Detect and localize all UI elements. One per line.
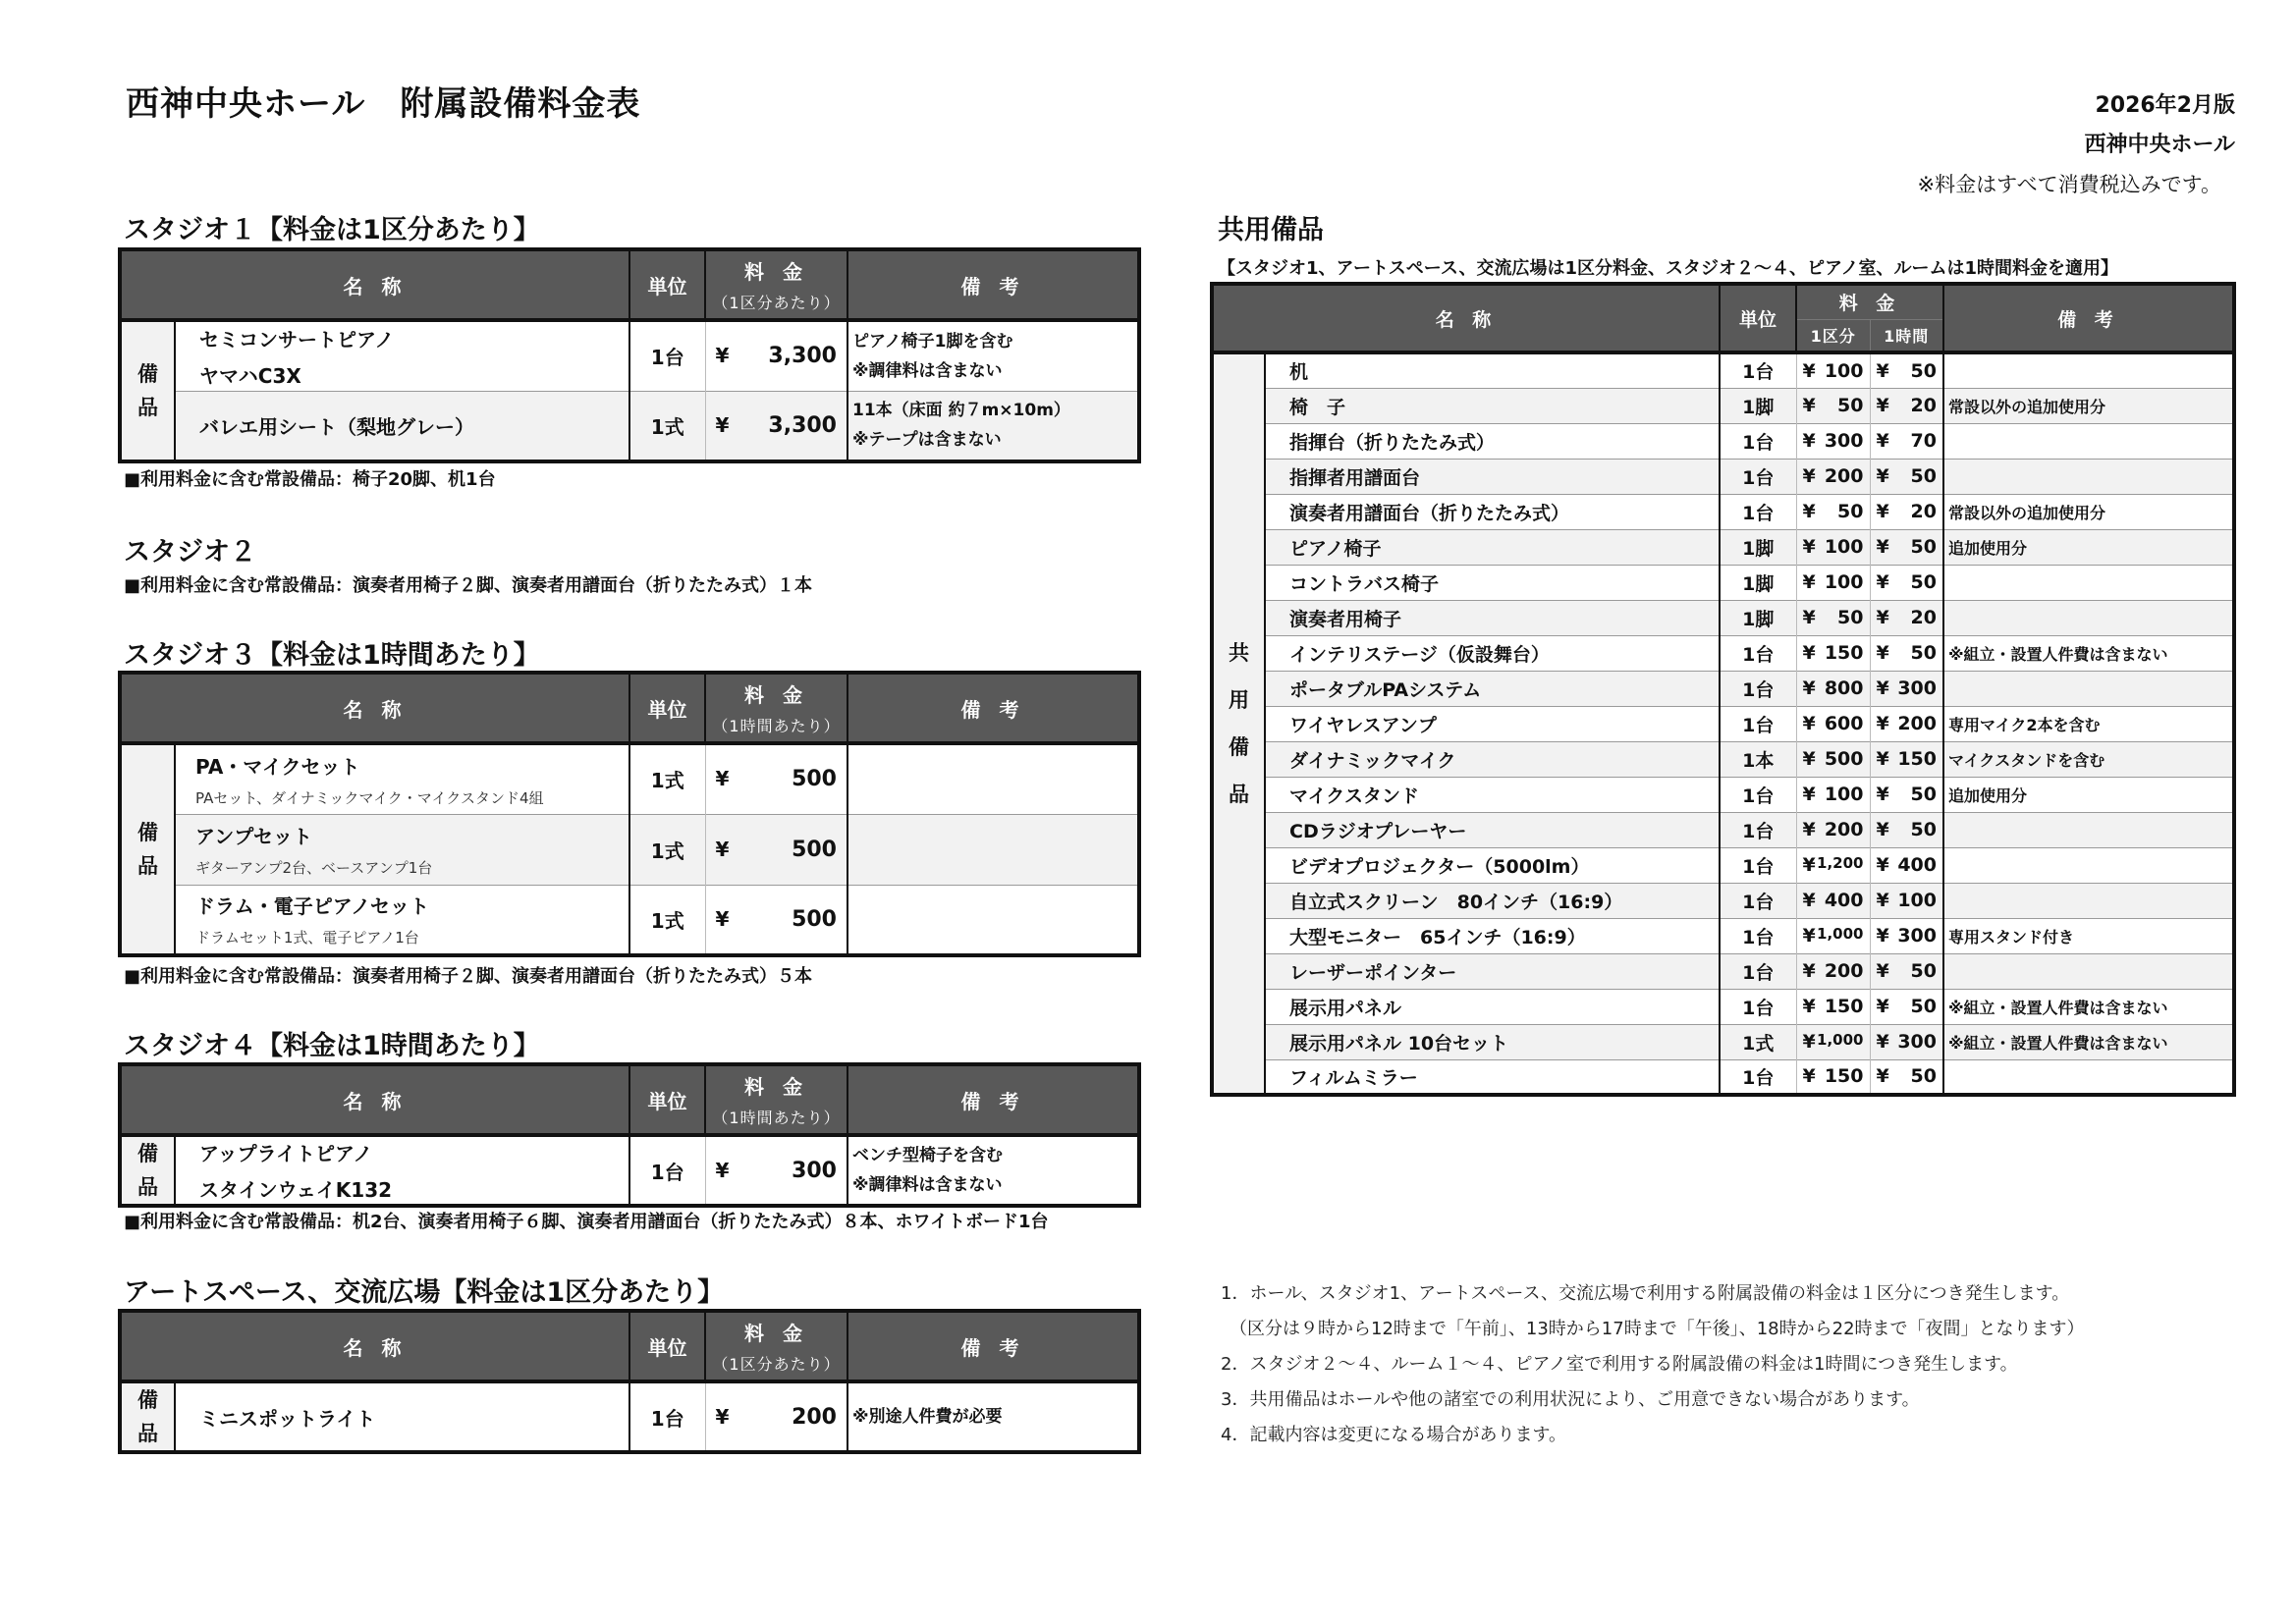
item-price-hour: ¥ 50: [1870, 565, 1943, 600]
table-row: [1212, 423, 2234, 459]
table-row: [120, 391, 1139, 461]
item-name: CDラジオプレーヤー: [1265, 812, 1720, 847]
organization-name: 西神中央ホール: [2084, 133, 2235, 157]
item-unit: 1脚: [1720, 388, 1796, 423]
col-header-session: 1区分: [1796, 319, 1870, 352]
item-remark: [847, 814, 1139, 885]
item-price-hour: ¥ 50: [1870, 459, 1943, 494]
item-remark: [1943, 883, 2234, 918]
item-remark: ※組立・設置人件費は含まない: [1943, 989, 2234, 1024]
item-remark: 11本（床面 約７m×10m） ※テープは含まない: [847, 391, 1139, 461]
studio1-table: [118, 247, 1141, 463]
col-header-fee: 料 金 （1時間あたり）: [705, 1064, 847, 1135]
item-price-hour: ¥ 50: [1870, 635, 1943, 671]
tax-note: ※料金はすべて消費税込みです。: [1917, 173, 2221, 196]
studio1-included-note: ■利用料金に含む常設備品：椅子20脚、机1台: [124, 469, 496, 490]
item-price-session: ¥ 500: [1796, 741, 1870, 777]
table-row: [1212, 953, 2234, 989]
item-remark: [1943, 671, 2234, 706]
item-price-session: ¥ 150: [1796, 1059, 1870, 1095]
item-price-session: ¥ 1,000: [1796, 1024, 1870, 1059]
item-remark: [1943, 423, 2234, 459]
col-header-fee: 料 金: [1796, 284, 1943, 319]
item-price-session: ¥ 100: [1796, 529, 1870, 565]
studio4-table: [118, 1062, 1141, 1208]
item-name: アップライトピアノ スタインウェイK132: [175, 1135, 629, 1206]
item-remark: [847, 885, 1139, 955]
item-remark: [1943, 812, 2234, 847]
item-remark: [1943, 600, 2234, 635]
col-header-remarks: 備 考: [847, 249, 1139, 320]
item-unit: 1台: [1720, 812, 1796, 847]
col-header-unit: 単位: [629, 1311, 705, 1381]
table-row: [1212, 459, 2234, 494]
item-remark: [1943, 847, 2234, 883]
table-row: [1212, 918, 2234, 953]
item-price: ¥ 300: [705, 1135, 847, 1206]
category-label: 備 品: [120, 1135, 175, 1206]
item-name: 展示用パネル 10台セット: [1265, 1024, 1720, 1059]
item-unit: 1台: [1720, 918, 1796, 953]
item-remark: [1943, 352, 2234, 388]
table-row: [1212, 1059, 2234, 1095]
item-name: セミコンサートピアノ ヤマハC3X: [175, 320, 629, 391]
col-header-hour: 1時間: [1870, 319, 1943, 352]
item-price-hour: ¥ 300: [1870, 671, 1943, 706]
item-price: ¥ 500: [705, 743, 847, 814]
col-header-remarks: 備 考: [847, 1064, 1139, 1135]
footnotes: [1221, 1276, 2085, 1453]
shared-equipment-table: [1210, 282, 2236, 1097]
item-price-hour: ¥ 20: [1870, 494, 1943, 529]
item-remark: ※別途人件費が必要: [847, 1381, 1139, 1452]
shared-heading: 共用備品: [1218, 215, 1324, 245]
item-price-session: ¥ 800: [1796, 671, 1870, 706]
item-remark: 専用マイク2本を含む: [1943, 706, 2234, 741]
col-header-unit: 単位: [629, 1064, 705, 1135]
item-remark: ※組立・設置人件費は含まない: [1943, 1024, 2234, 1059]
item-price-hour: ¥ 50: [1870, 989, 1943, 1024]
col-header-name: 名 称: [120, 1064, 629, 1135]
col-header-remarks: 備 考: [1943, 284, 2234, 352]
item-unit: 1脚: [1720, 600, 1796, 635]
item-unit: 1式: [629, 391, 705, 461]
item-unit: 1台: [1720, 494, 1796, 529]
item-price-hour: ¥ 20: [1870, 600, 1943, 635]
item-name: PA・マイクセット PAセット、ダイナミックマイク・マイクスタンド4組: [175, 743, 629, 814]
item-name: 演奏者用譜面台（折りたたみ式）: [1265, 494, 1720, 529]
item-unit: 1式: [629, 885, 705, 955]
item-price-session: ¥ 150: [1796, 989, 1870, 1024]
item-remark: 追加使用分: [1943, 529, 2234, 565]
item-name: 指揮台（折りたたみ式）: [1265, 423, 1720, 459]
studio3-heading: スタジオ３【料金は1時間あたり】: [124, 640, 540, 671]
item-price-hour: ¥ 50: [1870, 352, 1943, 388]
item-price-hour: ¥ 400: [1870, 847, 1943, 883]
item-name: ワイヤレスアンプ: [1265, 706, 1720, 741]
edition-label: 2026年2月版: [2095, 93, 2235, 118]
item-name: 指揮者用譜面台: [1265, 459, 1720, 494]
item-name: アンプセット ギターアンプ2台、ベースアンプ1台: [175, 814, 629, 885]
item-unit: 1台: [1720, 953, 1796, 989]
page-title: 西神中央ホール 附属設備料金表: [126, 84, 641, 124]
item-remark: [1943, 459, 2234, 494]
studio3-table: [118, 671, 1141, 957]
item-price-session: ¥ 1,200: [1796, 847, 1870, 883]
item-name: 展示用パネル: [1265, 989, 1720, 1024]
item-name: ビデオプロジェクター（5000lm）: [1265, 847, 1720, 883]
studio3-included-note: ■利用料金に含む常設備品：演奏者用椅子２脚、演奏者用譜面台（折りたたみ式）５本: [124, 966, 813, 987]
item-price-session: ¥ 50: [1796, 388, 1870, 423]
col-header-name: 名 称: [1212, 284, 1720, 352]
item-remark: [1943, 1059, 2234, 1095]
item-name: ピアノ椅子: [1265, 529, 1720, 565]
item-price-hour: ¥ 300: [1870, 918, 1943, 953]
item-price-session: ¥ 50: [1796, 494, 1870, 529]
item-price-hour: ¥ 50: [1870, 529, 1943, 565]
item-unit: 1台: [1720, 706, 1796, 741]
item-price-session: ¥ 600: [1796, 706, 1870, 741]
item-unit: 1台: [1720, 671, 1796, 706]
item-price: ¥ 500: [705, 885, 847, 955]
item-unit: 1台: [1720, 883, 1796, 918]
item-remark: [847, 743, 1139, 814]
item-unit: 1台: [1720, 847, 1796, 883]
table-row: [1212, 1024, 2234, 1059]
item-price-hour: ¥ 50: [1870, 777, 1943, 812]
item-remark: ※組立・設置人件費は含まない: [1943, 635, 2234, 671]
studio4-included-note: ■利用料金に含む常設備品：机2台、演奏者用椅子６脚、演奏者用譜面台（折りたたみ式）８本、ホワイトボード1台: [124, 1212, 1049, 1232]
table-row: [1212, 989, 2234, 1024]
item-name: 椅 子: [1265, 388, 1720, 423]
item-price-hour: ¥ 20: [1870, 388, 1943, 423]
footnote-2: 2．スタジオ２～４、ルーム１～４、ピアノ室で利用する附属設備の料金は1時間につき発生します。: [1221, 1354, 2018, 1375]
item-unit: 1台: [1720, 423, 1796, 459]
item-unit: 1台: [629, 320, 705, 391]
item-unit: 1台: [629, 1135, 705, 1206]
table-row: [1212, 741, 2234, 777]
col-header-fee: 料 金 （1区分あたり）: [705, 1311, 847, 1381]
item-price-session: ¥ 200: [1796, 459, 1870, 494]
table-row: [1212, 494, 2234, 529]
item-unit: 1台: [629, 1381, 705, 1452]
col-header-unit: 単位: [1720, 284, 1796, 352]
item-price-hour: ¥ 70: [1870, 423, 1943, 459]
item-unit: 1脚: [1720, 565, 1796, 600]
table-row: [1212, 671, 2234, 706]
table-row: [1212, 565, 2234, 600]
table-row: [1212, 352, 2234, 388]
item-price-hour: ¥ 50: [1870, 1059, 1943, 1095]
item-name: 演奏者用椅子: [1265, 600, 1720, 635]
table-row: [120, 320, 1139, 391]
item-price-session: ¥ 100: [1796, 352, 1870, 388]
item-remark: [1943, 565, 2234, 600]
col-header-unit: 単位: [629, 249, 705, 320]
item-name: フィルムミラー: [1265, 1059, 1720, 1095]
item-price-hour: ¥ 150: [1870, 741, 1943, 777]
item-unit: 1台: [1720, 1059, 1796, 1095]
shared-subheading: 【スタジオ1、アートスペース、交流広場は1区分料金、スタジオ２～４、ピアノ室、ルームは1時間料金を適用】: [1218, 258, 2119, 279]
studio4-heading: スタジオ４【料金は1時間あたり】: [124, 1031, 540, 1061]
item-price: ¥ 200: [705, 1381, 847, 1452]
table-row: [120, 1135, 1139, 1206]
col-header-remarks: 備 考: [847, 1311, 1139, 1381]
studio2-heading: スタジオ２: [124, 537, 256, 568]
item-unit: 1台: [1720, 777, 1796, 812]
item-name: バレエ用シート（梨地グレー）: [175, 391, 629, 461]
footnote-3: 3．共用備品はホールや他の諸室での利用状況により、ご用意できない場合があります。: [1221, 1389, 1920, 1410]
item-remark: [1943, 953, 2234, 989]
footnote-1-detail: （区分は９時から12時まで「午前」、13時から17時まで「午後」、18時から22時まで「夜間」となります）: [1221, 1319, 2085, 1339]
item-price-session: ¥ 100: [1796, 565, 1870, 600]
table-row: [120, 885, 1139, 955]
item-remark: 常設以外の追加使用分: [1943, 494, 2234, 529]
item-name: マイクスタンド: [1265, 777, 1720, 812]
item-remark: 追加使用分: [1943, 777, 2234, 812]
table-row: [1212, 847, 2234, 883]
item-name: ダイナミックマイク: [1265, 741, 1720, 777]
artspace-heading: アートスペース、交流広場【料金は1区分あたり】: [124, 1277, 725, 1308]
table-row: [1212, 883, 2234, 918]
item-unit: 1本: [1720, 741, 1796, 777]
studio1-heading: スタジオ１【料金は1区分あたり】: [124, 215, 540, 245]
col-header-name: 名 称: [120, 249, 629, 320]
col-header-name: 名 称: [120, 673, 629, 743]
col-header-unit: 単位: [629, 673, 705, 743]
item-price-session: ¥ 200: [1796, 953, 1870, 989]
footnote-1: 1．ホール、スタジオ1、アートスペース、交流広場で利用する附属設備の料金は１区分につき発生します。: [1221, 1283, 2070, 1304]
category-label: 備 品: [120, 1381, 175, 1452]
item-name: ミニスポットライト: [175, 1381, 629, 1452]
item-price-session: ¥ 400: [1796, 883, 1870, 918]
item-unit: 1台: [1720, 459, 1796, 494]
item-remark: 常設以外の追加使用分: [1943, 388, 2234, 423]
item-unit: 1台: [1720, 635, 1796, 671]
item-name: 大型モニター 65インチ（16:9）: [1265, 918, 1720, 953]
item-price-hour: ¥ 50: [1870, 953, 1943, 989]
table-row: [1212, 777, 2234, 812]
table-row: [1212, 529, 2234, 565]
item-price: ¥ 3,300: [705, 320, 847, 391]
item-name: インテリステージ（仮設舞台）: [1265, 635, 1720, 671]
item-remark: マイクスタンドを含む: [1943, 741, 2234, 777]
item-remark: 専用スタンド付き: [1943, 918, 2234, 953]
item-name: レーザーポインター: [1265, 953, 1720, 989]
table-row: [1212, 706, 2234, 741]
table-row: [120, 743, 1139, 814]
item-unit: 1台: [1720, 352, 1796, 388]
item-price-hour: ¥ 300: [1870, 1024, 1943, 1059]
table-row: [120, 1381, 1139, 1452]
item-name: ポータブルPAシステム: [1265, 671, 1720, 706]
category-label: 共 用 備 品: [1212, 352, 1265, 1095]
category-label: 備 品: [120, 743, 175, 955]
item-price-hour: ¥ 100: [1870, 883, 1943, 918]
item-price: ¥ 3,300: [705, 391, 847, 461]
item-name: ドラム・電子ピアノセット ドラムセット1式、電子ピアノ1台: [175, 885, 629, 955]
footnote-4: 4．記載内容は変更になる場合があります。: [1221, 1425, 1567, 1445]
item-remark: ピアノ椅子1脚を含む ※調律料は含まない: [847, 320, 1139, 391]
item-unit: 1式: [629, 743, 705, 814]
table-row: [1212, 812, 2234, 847]
item-name: コントラバス椅子: [1265, 565, 1720, 600]
col-header-name: 名 称: [120, 1311, 629, 1381]
category-label: 備 品: [120, 320, 175, 461]
item-price-session: ¥ 1,000: [1796, 918, 1870, 953]
item-price-session: ¥ 150: [1796, 635, 1870, 671]
item-unit: 1式: [629, 814, 705, 885]
table-row: [1212, 600, 2234, 635]
item-price-hour: ¥ 50: [1870, 812, 1943, 847]
item-price-session: ¥ 50: [1796, 600, 1870, 635]
item-price: ¥ 500: [705, 814, 847, 885]
item-price-hour: ¥ 200: [1870, 706, 1943, 741]
item-price-session: ¥ 100: [1796, 777, 1870, 812]
item-unit: 1式: [1720, 1024, 1796, 1059]
item-price-session: ¥ 300: [1796, 423, 1870, 459]
table-row: [120, 814, 1139, 885]
table-row: [1212, 388, 2234, 423]
item-remark: ベンチ型椅子を含む ※調律料は含まない: [847, 1135, 1139, 1206]
col-header-fee: 料 金 （1区分あたり）: [705, 249, 847, 320]
item-unit: 1台: [1720, 989, 1796, 1024]
artspace-table: [118, 1309, 1141, 1454]
item-unit: 1脚: [1720, 529, 1796, 565]
item-name: 机: [1265, 352, 1720, 388]
studio2-included-note: ■利用料金に含む常設備品：演奏者用椅子２脚、演奏者用譜面台（折りたたみ式）１本: [124, 575, 813, 596]
col-header-fee: 料 金 （1時間あたり）: [705, 673, 847, 743]
item-price-session: ¥ 200: [1796, 812, 1870, 847]
table-row: [1212, 635, 2234, 671]
item-name: 自立式スクリーン 80インチ（16:9）: [1265, 883, 1720, 918]
col-header-remarks: 備 考: [847, 673, 1139, 743]
